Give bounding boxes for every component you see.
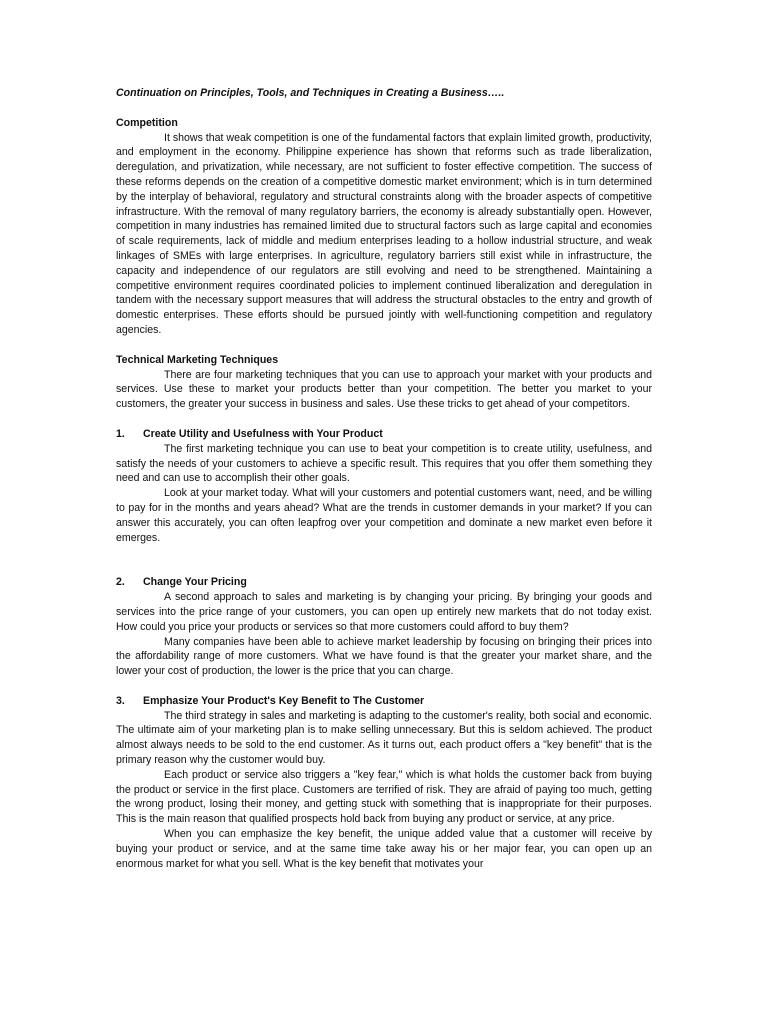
item-3-paragraph-3: When you can emphasize the key benefit, the unique added value that a customer will receive by buying your product or service, and at the same time take away his or her major fear, you can open up an enormous market for what you sell. What is the key benefit that motivates your [116,828,652,870]
section-heading-techniques: Technical Marketing Techniques [116,353,279,366]
document-title: Continuation on Principles, Tools, and Techniques in Creating a Business….. [116,87,505,99]
item-number: 1. [116,427,125,440]
item-heading-1 [116,427,652,442]
item-3-paragraph-2: Each product or service also triggers a "key fear," which is what holds the customer back from buying the product or service in the first place. Customers are terrified of risk. They are afraid of paying too much, getting the wrong product, losing their money, and getting stuck with something that is inappropriate for their purposes. This is the main reason that qualified prospects hold back from buying any product or service, at any price. [116,768,652,826]
item-heading-3 [116,694,652,709]
item-1-paragraph-2: Look at your market today. What will your customers and potential customers want, need, and be willing to pay for in the months and years ahead? What are the trends in customer demands in your market? If you can answer this accurately, you can often leapfrog over your competition and dominate a new market even before it emerges. [116,487,652,544]
item-title: Create Utility and Usefulness with Your Product [143,427,383,440]
competition-paragraph: It shows that weak competition is one of the fundamental factors that explain limited growth, productivity, and employment in the economy. Philippine experience has shown that reforms such as trade liberalization, deregulation, and privatization, while necessary, are not sufficient to foster effective competition. The success of these reforms depends on the creation of a competitive domestic market environment; which is in turn determined by the interplay of behavioral, regulatory and structural constraints along with the broader aspects of competitive infrastructure. With the removal of many regulatory barriers, the economy is already substantially open. However, competition in many industries has remained limited due to structural factors such as large capital and economies of scale requirements, lack of middle and medium enterprises leading to a hollow industrial structure, and weak linkages of SMEs with large enterprises. In agriculture, regulatory barriers still exist while in infrastructure, the capacity and independence of our regulators are still evolving and need to be strengthened. Maintaining a competitive environment requires coordinated policies to implement continued liberalization and deregulation in tandem with the necessary support measures that will address the structural obstacles to the entry and growth of domestic enterprises. These efforts should be pursued jointly with well-functioning competition and regulatory agencies. [116,131,652,336]
item-title: Change Your Pricing [143,576,247,589]
item-title: Emphasize Your Product's Key Benefit to The Customer [143,694,425,707]
item-heading-2 [116,575,652,590]
item-1-paragraph-1: The first marketing technique you can use to beat your competition is to create utility, usefulness, and satisfy the needs of your customers to achieve a specific result. This requires that you offer them something they need and can use to accomplish their other goals. [116,442,652,485]
item-2-paragraph-1: A second approach to sales and marketing is by changing your pricing. By bringing your goods and services into the price range of your customers, you can open up entirely new markets that do not today exist. How could you price your products or services so that more customers could afford to buy them? [116,591,652,633]
item-number: 2. [116,576,125,589]
item-number: 3. [116,694,125,707]
item-3-paragraph-1: The third strategy in sales and marketing is adapting to the customer's reality, both social and economic. The ultimate aim of your marketing plan is to make selling unnecessary. But this is seldom achieved. The product almost always needs to be sold to the end customer. As it turns out, each product offers a "key benefit" that is the primary reason why the customer would buy. [116,709,652,767]
section-heading-competition: Competition [116,116,178,129]
techniques-paragraph: There are four marketing techniques that you can use to approach your market with your products and services. Use these to market your products better than your competition. The better you market to your customers, the greater your success in business and sales. Use these tricks to get ahead of your competitors. [116,368,652,411]
item-2-paragraph-2: Many companies have been able to achieve market leadership by focusing on bringing their prices into the affordability range of more customers. What we have found is that the greater your market share, and the lower your cost of production, the lower is the price that you can charge. [116,635,652,678]
document-page [116,86,652,871]
